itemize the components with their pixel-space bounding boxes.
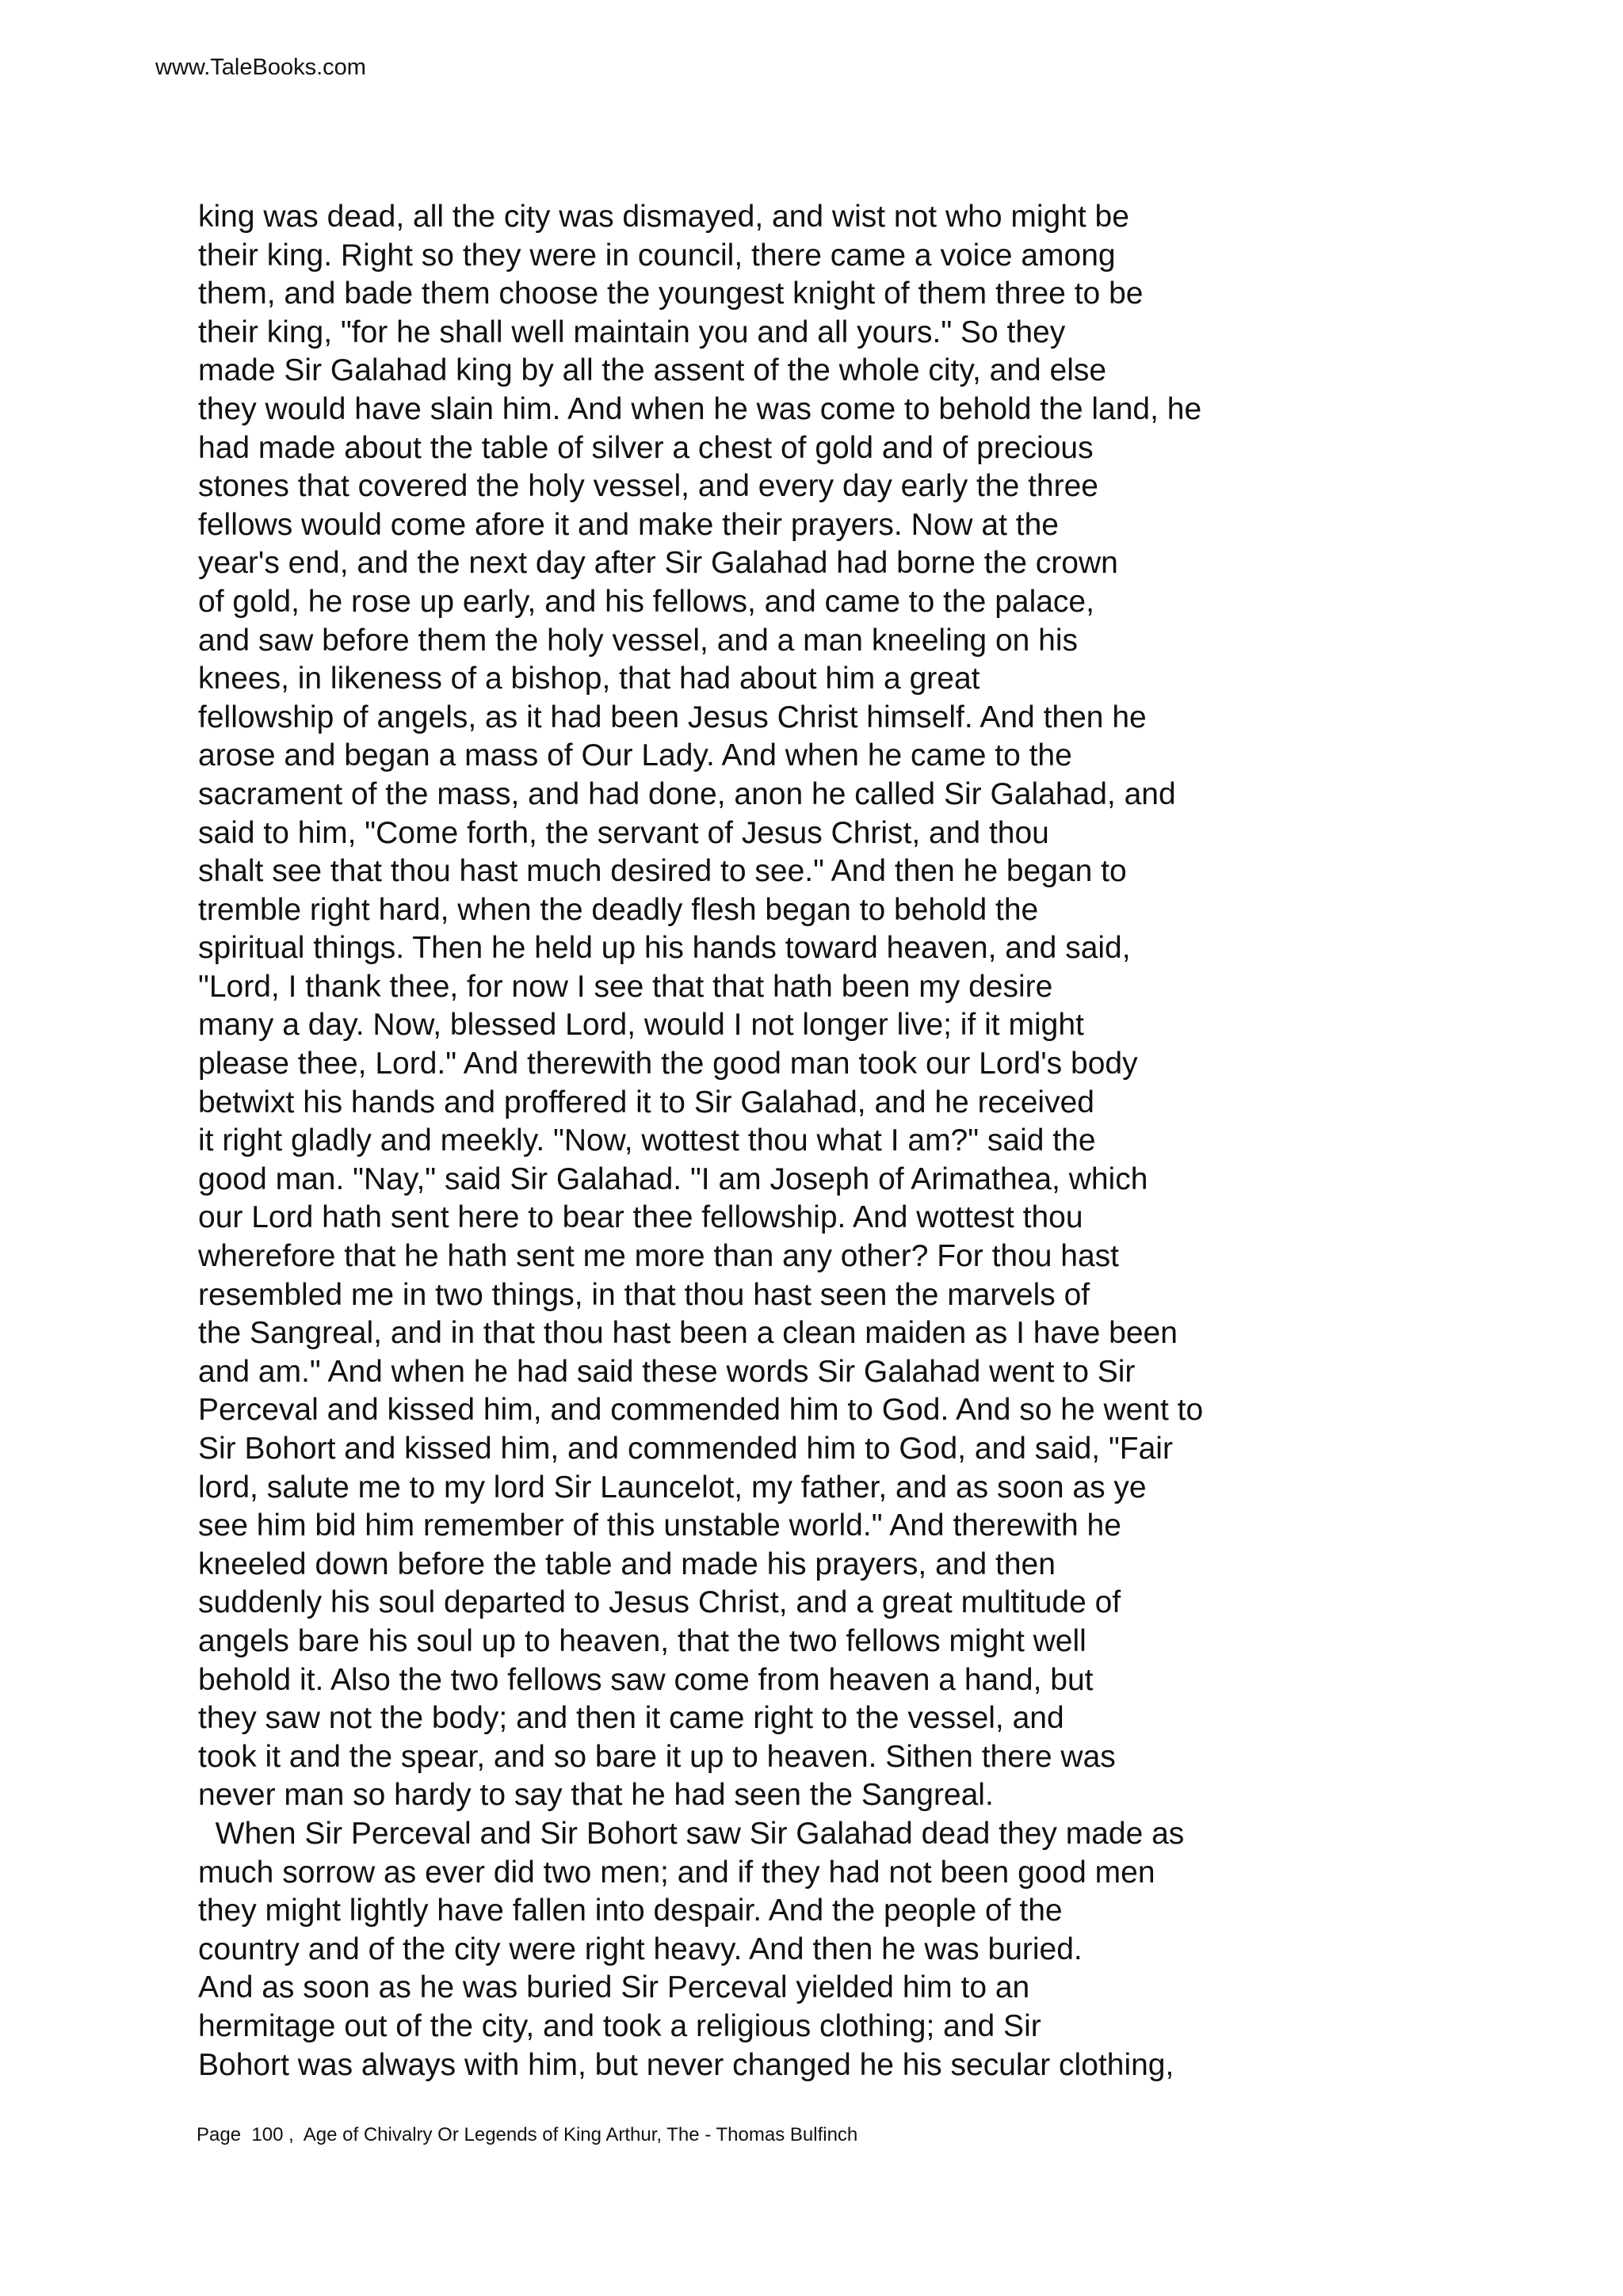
text-line: their king. Right so they were in council, there came a voice among xyxy=(198,238,1116,273)
text-line: never man so hardy to say that he had seen the Sangreal. xyxy=(198,1778,994,1813)
text-line: they would have slain him. And when he was come to behold the land, he xyxy=(198,391,1202,426)
text-line: Bohort was always with him, but never changed he his secular clothing, xyxy=(198,2047,1174,2082)
text-line: behold it. Also the two fellows saw come from heaven a hand, but xyxy=(198,1662,1094,1697)
text-line: them, and bade them choose the youngest knight of them three to be xyxy=(198,277,1144,311)
text-line: shalt see that thou hast much desired to see." And then he began to xyxy=(198,854,1127,889)
text-line: they saw not the body; and then it came right to the vessel, and xyxy=(198,1701,1064,1736)
text-line: knees, in likeness of a bishop, that had about him a great xyxy=(198,662,980,696)
text-line: fellows would come afore it and make their prayers. Now at the xyxy=(198,507,1060,542)
text-line: year's end, and the next day after Sir Galahad had borne the crown xyxy=(198,546,1118,581)
text-line: said to him, "Come forth, the servant of Jesus Christ, and thou xyxy=(198,815,1049,850)
text-line: And as soon as he was buried Sir Perceval yielded him to an xyxy=(198,1970,1030,2005)
text-line: wherefore that he hath sent me more than any other? For thou hast xyxy=(198,1239,1120,1274)
text-line: angels bare his soul up to heaven, that the two fellows might well xyxy=(198,1623,1086,1658)
text-line: sacrament of the mass, and had done, anon he called Sir Galahad, and xyxy=(198,776,1176,811)
text-line: arose and began a mass of Our Lady. And when he came to the xyxy=(198,738,1072,773)
text-line: country and of the city were right heavy. And then he was buried. xyxy=(198,1932,1083,1966)
text-line: stones that covered the holy vessel, and every day early the three xyxy=(198,469,1098,504)
text-line: good man. "Nay," said Sir Galahad. "I am Joseph of Arimathea, which xyxy=(198,1161,1148,1196)
text-line: made Sir Galahad king by all the assent of the whole city, and else xyxy=(198,353,1107,388)
text-line: they might lightly have fallen into despair. And the people of the xyxy=(198,1894,1063,1928)
text-line: lord, salute me to my lord Sir Launcelot, my father, and as soon as ye xyxy=(198,1470,1147,1505)
text-line: hermitage out of the city, and took a religious clothing; and Sir xyxy=(198,2008,1041,2043)
text-line: fellowship of angels, as it had been Jesus Christ himself. And then he xyxy=(198,700,1147,734)
text-line: many a day. Now, blessed Lord, would I not longer live; if it might xyxy=(198,1008,1084,1043)
text-line: resembled me in two things, in that thou hast seen the marvels of xyxy=(198,1277,1090,1312)
text-line: the Sangreal, and in that thou hast been a clean maiden as I have been xyxy=(198,1316,1178,1351)
text-line: Perceval and kissed him, and commended him to God. And so he went to xyxy=(198,1393,1204,1428)
site-url: www.TaleBooks.com xyxy=(155,55,366,80)
text-line: "Lord, I thank thee, for now I see that that hath been my desire xyxy=(198,969,1053,1004)
body-text xyxy=(198,198,1545,2084)
text-line: and saw before them the holy vessel, and a man kneeling on his xyxy=(198,623,1079,658)
text-line: had made about the table of silver a chest of gold and of precious xyxy=(198,430,1094,465)
text-line: of gold, he rose up early, and his fellows, and came to the palace, xyxy=(198,584,1094,619)
text-line: suddenly his soul departed to Jesus Christ, and a great multitude of xyxy=(198,1585,1121,1620)
text-line: king was dead, all the city was dismayed, and wist not who might be xyxy=(198,200,1129,234)
text-line: our Lord hath sent here to bear thee fellowship. And wottest thou xyxy=(198,1200,1083,1235)
text-line: took it and the spear, and so bare it up to heaven. Sithen there was xyxy=(198,1739,1116,1774)
text-line: much sorrow as ever did two men; and if they had not been good men xyxy=(198,1855,1155,1890)
text-line: kneeled down before the table and made his prayers, and then xyxy=(198,1547,1056,1581)
text-line: please thee, Lord." And therewith the good man took our Lord's body xyxy=(198,1047,1138,1081)
text-line: tremble right hard, when the deadly flesh began to behold the xyxy=(198,892,1039,927)
page-footer: Page 100 , Age of Chivalry Or Legends of King Arthur, The - Thomas Bulfinch xyxy=(197,2124,858,2145)
text-line: betwixt his hands and proffered it to Sir Galahad, and he received xyxy=(198,1085,1094,1119)
text-line: it right gladly and meekly. "Now, wottest thou what I am?" said the xyxy=(198,1123,1096,1158)
text-line: their king, "for he shall well maintain you and all yours." So they xyxy=(198,315,1066,349)
text-line: Sir Bohort and kissed him, and commended him to God, and said, "Fair xyxy=(198,1432,1173,1466)
text-line: spiritual things. Then he held up his hands toward heaven, and said, xyxy=(198,931,1131,966)
text-line: When Sir Perceval and Sir Bohort saw Sir Galahad dead they made as xyxy=(198,1816,1185,1851)
text-line: see him bid him remember of this unstable world." And therewith he xyxy=(198,1508,1121,1543)
text-line: and am." And when he had said these words Sir Galahad went to Sir xyxy=(198,1354,1136,1389)
